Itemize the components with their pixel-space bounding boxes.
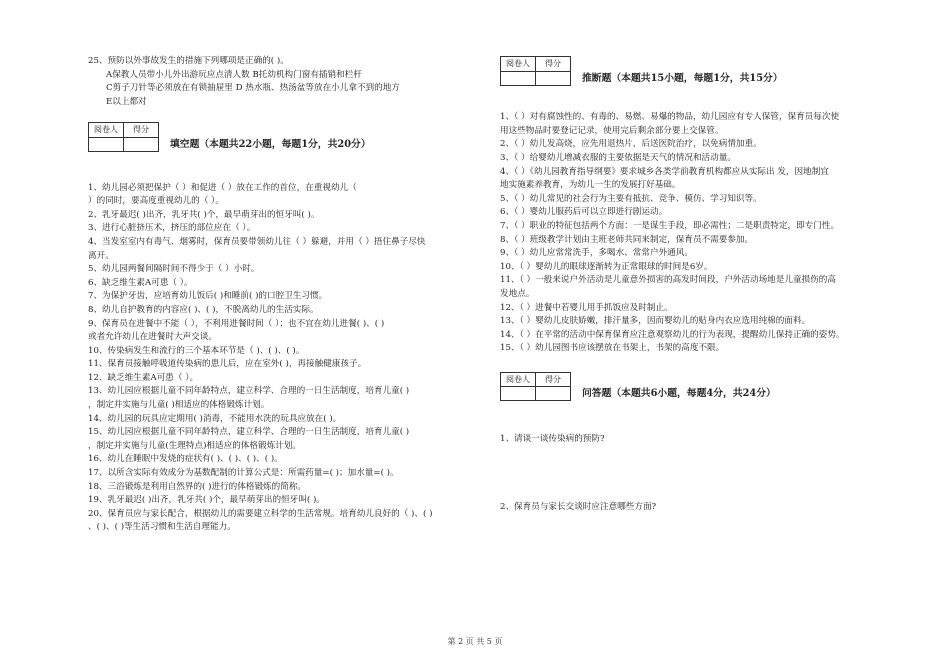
q25-options-cd: C剪子刀针等必须放在有锁抽屉里 D 热水瓶、热汤盆等放在小儿拿不到的地方 [106,83,400,94]
fill-question-line: 、( )、( )等生活习惯和生活自理能力。 [88,522,236,533]
fill-question-line: 3、进行心脏挤压术，挤压的部位应在（ ）。 [88,223,256,234]
q25-stem: 25、预防以外事故发生的措施下列哪项是正确的( )。 [88,56,289,66]
question-25 [88,55,480,109]
fill-question-line: 5、幼儿园两餐间隔时间不得少于（ ）小时。 [88,264,260,275]
reviewer-label: 阅卷人 [501,372,536,387]
score-cell[interactable] [536,387,571,401]
judge-question-line: 6、（ ）婴幼儿服药后可以立即进行剧运动。 [500,207,668,218]
qa-question-2: 2、保育员与家长交谈时应注意哪些方面? [500,501,657,512]
fill-question-line: 20、保育员应与家长配合，根据幼儿的需要建立科学的生活常规。培育幼儿良好的（ )、( ) [88,508,433,519]
fill-question-line: 4、当发室室内有毒气、烟雾时，保育员要带领幼儿往（ ）躲避，并用（ ）捂住鼻子尽快 [88,236,426,247]
right-column [500,56,880,514]
judge-question-line: 12、（ ）进餐中若婴儿用手抓饭应及时制止。 [500,302,673,313]
fill-question-line: 11、保育员接触呼吸道传染病的患儿后，应在室外( )，再接触健康孩子。 [88,359,367,370]
judge-question-list [500,111,880,356]
fill-question-line: 6、缺乏维生素A可患（ ）。 [88,277,193,288]
fill-question-line: 或者允许幼儿在进餐时大声交谈。 [88,332,217,343]
judge-section-title: 推断题（本题共15小题，每题1分，共15分） [582,72,783,84]
fill-question-list [88,182,480,535]
reviewer-label: 阅卷人 [89,123,124,138]
score-label: 得分 [124,123,159,138]
score-label: 得分 [536,57,571,72]
reviewer-cell[interactable] [501,387,536,401]
judge-question-line: 7、（ ）职业的特征包括两个方面：一是谋生手段，即必需性；二是职责特定，即专门性。 [500,220,840,231]
judge-score-box [500,56,571,86]
fill-question-line: 15、幼儿园应根据儿童不同年龄特点，建立科学、合理的一日生活制度，培育儿童( ) [88,427,410,438]
score-label: 得分 [536,372,571,387]
fill-question-line: 离开。 [88,250,114,261]
q25-options-ab: A保教人员带小儿外出游玩应点清人数 B托幼机构门窗有插销和栏杆 [106,69,362,80]
judge-question-line: 用这些物品时要登记记录，使用完后剩余部分要上交保管。 [500,125,724,136]
judge-question-line: 1、（ ）对有腐蚀性的、有毒的、易燃、易爆的物品，幼儿园应有专人保管，保育员每次使 [500,112,840,123]
judge-question-line: 4、（ ）《幼儿园教育指导纲要》要求城乡各类学前教育机构都应从实际出 发，因地制宜 [500,166,829,177]
fill-question-line: 14、幼儿园的玩具应定期用( )消毒，不能用水洗的玩具应放在( )。 [88,413,342,424]
fill-question-line: 8、幼儿自护教育的内容应( )、( )，不脱离幼儿的生活实际。 [88,304,319,315]
judge-question-line: 10、（ ）婴幼儿的眼球逐渐转为正常眼球的时间是6岁。 [500,261,713,272]
judge-question-line: 15、（ ）幼儿园图书应该摆放在书架上，书架的高度不限。 [500,343,725,354]
fill-question-line: 19、乳牙最迟( )出齐，乳牙共( )个，最早萌芽出的恒牙叫( )。 [88,495,325,506]
fill-question-line: 10、传染病发生和流行的三个基本环节是（ )、( )、( )。 [88,345,305,356]
judge-question-line: 11、（ ）一般来说户外活动是儿童意外损害的高发时间段，户外活动场地是儿童损伤的高 [500,275,836,286]
judge-question-line: 地实施素养教育，为幼儿一生的发展打好基础。 [500,180,681,191]
q25-option-e: E以上都对 [106,96,147,107]
score-cell[interactable] [124,137,159,151]
fill-question-line: 16、幼儿在睡眠中发烧的症状有( )、( )、( )、( )。 [88,454,283,465]
reviewer-label: 阅卷人 [501,57,536,72]
fill-section-title: 填空题（本题共22小题，每题1分，共20分） [170,138,371,150]
judge-question-line: 2、（ ）幼儿发高烧，应先用退热片，后送医院治疗，以免病情加重。 [500,139,762,150]
left-column [88,55,480,535]
fill-question-line: 2、乳牙最迟( )出齐，乳牙共( )个，最早萌芽出的恒牙叫( )。 [88,209,320,220]
fill-question-line: 17、以所含实际有效成分为基数配制的计算公式是：所需药量=( )；加水量=( )。 [88,468,399,479]
fill-question-line: 1、幼儿园必须把保护（ ）和促进（ ）放在工作的首位，在重视幼儿（ [88,182,357,193]
reviewer-cell[interactable] [89,137,124,151]
fill-question-line: 12、缺乏维生素A可患（ ）。 [88,372,199,383]
qa-question-1: 1、请谈一谈传染病的预防? [500,434,605,445]
qa-section-title: 问答题（本题共6小题，每题4分，共24分） [582,388,776,400]
fill-question-line: ）的同时，要高度重视幼儿的（ ）。 [88,196,224,207]
judge-question-line: 9、（ ）幼儿应常常洗手，多喝水、常常户外通风。 [500,248,693,259]
reviewer-cell[interactable] [501,71,536,85]
judge-question-line: 5、（ ）幼儿常见的社会行为主要有抵抗、竞争、模仿、学习知识等。 [500,193,762,204]
qa-score-box [500,372,571,402]
score-cell[interactable] [536,71,571,85]
judge-question-line: 13、（ ）婴幼儿皮肤娇嫩，排汗量多，因而婴幼儿的贴身内衣应选用纯棉的面料。 [500,316,811,327]
fill-question-line: 18、三浴锻炼是利用自然界的( )进行的体格锻炼的简称。 [88,481,307,492]
judge-question-line: 14、（ ）在平常的活动中保育保育应注意观察幼儿的行为表现，提醒幼儿保持正确的姿势。 [500,329,845,340]
page-footer: 第 2 页 共 5 页 [447,637,503,646]
fill-question-line: 9、保育员在进餐中不能（ ），不利用进餐时间（ ）；也不宜在幼儿进餐( )、( ) [88,318,385,329]
fill-question-line: 13、幼儿园应根据儿童不同年龄特点，建立科学、合理的一日生活制度，培育儿童( ) [88,386,410,397]
judge-question-line: 发地点。 [500,288,535,299]
fill-question-line: ，制定并实施与儿童(生理特点)相适应的体格锻炼计划。 [88,440,301,451]
judge-question-line: 8、（ ）班级教学计划由主班老师共同来制定，保育员不需要参加。 [500,234,754,245]
judge-question-line: 3、（ ）给婴幼儿增减衣服的主要依据是天气的情况和活动量。 [500,152,736,163]
fill-question-line: ，制定并实施与儿童( )相适应的体格锻炼计划。 [88,400,270,411]
fill-score-box [88,122,159,152]
fill-question-line: 7、为保护牙齿，应培育幼儿饭后( )和睡前( )的口腔卫生习惯。 [88,291,328,302]
